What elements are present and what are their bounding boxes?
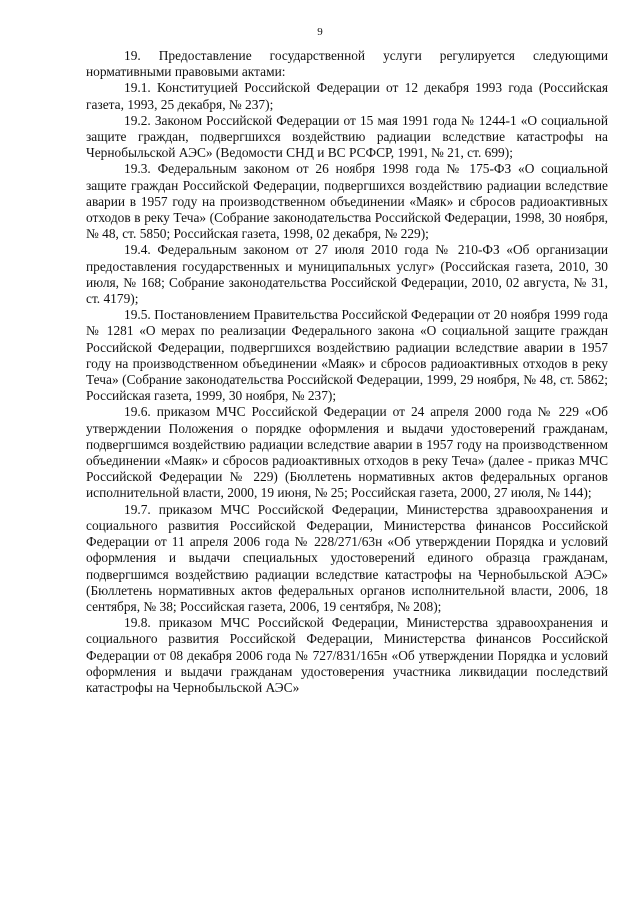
paragraph-19-7: 19.7. приказом МЧС Российской Федерации, Министерства здравоохранения и социального развития Российской Федерации, Министерства финансов Российской Федерации от 11 апреля 2006 года № 228/271/63н «Об утверждении Порядка и условий оформления и выдачи специальных удостоверений единого образца гражданам, подвергшимся воздействию радиации вследствие катастрофы на Чернобыльской АЭС» (Бюллетень нормативных актов федеральных органов исполнительной власти, 2006, 18 сентября, № 38; Российская газета, 2006, 19 сентября, № 208);: [86, 501, 608, 614]
paragraph-19-1: 19.1. Конституцией Российской Федерации от 12 декабря 1993 года (Российская газета, 1993, 25 декабря, № 237);: [86, 80, 608, 112]
paragraph-19-8: 19.8. приказом МЧС Российской Федерации, Министерства здравоохранения и социального развития Российской Федерации, Министерства финансов Российской Федерации от 08 декабря 2006 года № 727/831/165н «Об утверждении Порядка и условий оформления и выдачи гражданам удостоверения участника ликвидации последствий катастрофы на Чернобыльской АЭС»: [86, 615, 608, 695]
paragraph-19-5: 19.5. Постановлением Правительства Российской Федерации от 20 ноября 1999 года № 1281 «О мерах по реализации Федерального закона «О социальной защите граждан Российской Федерации, подвергшихся воздействию радиации вследствие аварии в 1957 году на производственном объединении «Маяк» и сбросов радиоактивных отходов в реку Теча» (Собрание законодательства Российской Федерации, 1999, 29 ноября, № 48, ст. 5862; Российская газета, 1999, 30 ноября, № 237);: [86, 307, 608, 404]
paragraph-19: 19. Предоставление государственной услуги регулируется следующими нормативными правовыми актами:: [86, 48, 608, 80]
page-number: 9: [317, 26, 323, 38]
paragraph-19-4: 19.4. Федеральным законом от 27 июля 2010 года № 210-ФЗ «Об организации предоставления государственных и муниципальных услуг» (Российская газета, 2010, 30 июля, № 168; Собрание законодательства Российской Федерации, 2010, 02 августа, № 31, ст. 4179);: [86, 242, 608, 307]
paragraph-19-2: 19.2. Законом Российской Федерации от 15 мая 1991 года № 1244-1 «О социальной защите граждан, подвергшихся воздействию радиации вследствие катастрофы на Чернобыльской АЭС» (Ведомости СНД и ВС РСФСР, 1991, № 21, ст. 699);: [86, 112, 608, 161]
paragraph-19-6: 19.6. приказом МЧС Российской Федерации от 24 апреля 2000 года № 229 «Об утверждении Положения о порядке оформления и выдачи удостоверений гражданам, подвергшимся воздействию радиации вследствие аварии в 1957 году на производственном объединении «Маяк» и сбросов радиоактивных отходов в реку Теча» (далее - приказ МЧС Российской Федерации № 229) (Бюллетень нормативных актов федеральных органов исполнительной власти, 2000, 19 июня, № 25; Российская газета, 2000, 27 июля, № 144);: [86, 404, 608, 501]
paragraph-19-3: 19.3. Федеральным законом от 26 ноября 1998 года № 175-ФЗ «О социальной защите граждан Российской Федерации, подвергшихся воздействию радиации вследствие аварии в 1957 году на производственном объединении «Маяк» и сбросов радиоактивных отходов в реку Теча» (Собрание законодательства Российской Федерации, 1998, 30 ноября, № 48, ст. 5850; Российская газета, 1998, 02 декабря, № 229);: [86, 161, 608, 242]
document-body: [86, 48, 608, 696]
